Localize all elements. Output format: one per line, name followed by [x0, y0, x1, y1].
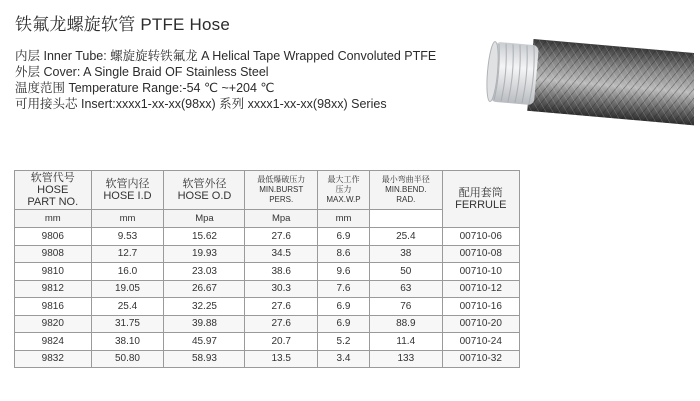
- hose-image: [484, 34, 694, 130]
- table-cell: 50.80: [91, 350, 164, 368]
- table-cell: 00710-16: [442, 298, 519, 316]
- table-cell: 27.6: [245, 228, 317, 246]
- spec-insert: 可用接头芯 Insert:xxxx1-xx-xx(98xx) 系列 xxxx1-xx-xx(98xx) Series: [15, 97, 387, 111]
- table-cell: 32.25: [164, 298, 245, 316]
- table-header-cell: [442, 171, 519, 228]
- header-line: 软管外径: [182, 178, 227, 190]
- header-line: PART NO.: [27, 196, 79, 208]
- table-cell: 00710-24: [442, 333, 519, 351]
- header-line: HOSE O.D: [177, 190, 232, 202]
- header-line: RAD.: [396, 195, 416, 204]
- table-cell: 38: [370, 245, 442, 263]
- table-cell: 23.03: [164, 263, 245, 281]
- table-cell: 9812: [15, 280, 92, 298]
- table-row: [15, 228, 520, 246]
- table-cell: 38.6: [245, 263, 317, 281]
- header-line: MIN.BURST: [259, 185, 304, 194]
- unit-cell: Mpa: [245, 210, 317, 228]
- table-cell: 9816: [15, 298, 92, 316]
- table-row: [15, 350, 520, 368]
- table-cell: 00710-06: [442, 228, 519, 246]
- table-cell: 88.9: [370, 315, 442, 333]
- table-header-cell: [164, 171, 245, 210]
- table-header-cell: [91, 171, 164, 210]
- table-row: [15, 315, 520, 333]
- table-cell: 9.53: [91, 228, 164, 246]
- unit-cell: mm: [317, 210, 369, 228]
- table-cell: 30.3: [245, 280, 317, 298]
- table-cell: 25.4: [370, 228, 442, 246]
- table-row: [15, 263, 520, 281]
- table-cell: 19.05: [91, 280, 164, 298]
- table-cell: 9824: [15, 333, 92, 351]
- spec-inner-tube: 内层 Inner Tube: 螺旋旋转铁氟龙 A Helical Tape Wrapped Convoluted PTFE: [15, 49, 437, 63]
- header-line: 软管代号: [30, 172, 75, 184]
- table-cell: 3.4: [317, 350, 369, 368]
- table-cell: 00710-20: [442, 315, 519, 333]
- table-cell: 9806: [15, 228, 92, 246]
- table-cell: 38.10: [91, 333, 164, 351]
- table-cell: 5.2: [317, 333, 369, 351]
- table-cell: 00710-10: [442, 263, 519, 281]
- table-row: [15, 245, 520, 263]
- table-cell: 00710-32: [442, 350, 519, 368]
- table-cell: 9820: [15, 315, 92, 333]
- spec-list: [15, 48, 436, 112]
- header-line: PERS.: [269, 195, 294, 204]
- header-line: FERRULE: [455, 199, 507, 211]
- header-line: 最大工作: [327, 175, 360, 184]
- table-cell: 27.6: [245, 315, 317, 333]
- table-header-cell: [245, 171, 317, 210]
- header-line: 压力: [335, 185, 352, 194]
- header-line: MIN.BEND.: [385, 185, 427, 194]
- table-cell: 6.9: [317, 298, 369, 316]
- table-cell: 39.88: [164, 315, 245, 333]
- table-cell: 11.4: [370, 333, 442, 351]
- header-line: 最小弯曲半径: [381, 175, 430, 184]
- table-cell: 31.75: [91, 315, 164, 333]
- table-cell: 76: [370, 298, 442, 316]
- table-cell: 58.93: [164, 350, 245, 368]
- table-cell: 6.9: [317, 228, 369, 246]
- table-cell: 9808: [15, 245, 92, 263]
- unit-cell: mm: [91, 210, 164, 228]
- table-header-row: [15, 171, 520, 210]
- table-cell: 26.67: [164, 280, 245, 298]
- table-cell: 25.4: [91, 298, 164, 316]
- table-cell: 15.62: [164, 228, 245, 246]
- unit-cell: Mpa: [164, 210, 245, 228]
- table-cell: 9.6: [317, 263, 369, 281]
- header-line: HOSE: [37, 184, 69, 196]
- table-header-cell: [317, 171, 369, 210]
- table-cell: 27.6: [245, 298, 317, 316]
- header-line: 配用套筒: [458, 187, 503, 199]
- table-cell: 12.7: [91, 245, 164, 263]
- header-line: HOSE I.D: [103, 190, 152, 202]
- table-cell: 00710-12: [442, 280, 519, 298]
- table-cell: 8.6: [317, 245, 369, 263]
- table-cell: 7.6: [317, 280, 369, 298]
- header-line: 最低爆破压力: [257, 175, 306, 184]
- table-cell: 6.9: [317, 315, 369, 333]
- table-cell: 133: [370, 350, 442, 368]
- table-header-cell: [370, 171, 442, 210]
- spec-temperature: 温度范围 Temperature Range:-54 ℃ ~+204 ℃: [15, 81, 275, 95]
- table-cell: 9810: [15, 263, 92, 281]
- table-row: [15, 333, 520, 351]
- page-title: 铁氟龙螺旋软管 PTFE Hose: [15, 15, 230, 34]
- table-row: [15, 280, 520, 298]
- table-cell: 20.7: [245, 333, 317, 351]
- table-row: [15, 298, 520, 316]
- table-cell: 45.97: [164, 333, 245, 351]
- table-cell: 13.5: [245, 350, 317, 368]
- unit-cell: mm: [15, 210, 92, 228]
- table-cell: 50: [370, 263, 442, 281]
- header-line: 软管内径: [105, 178, 150, 190]
- spec-table: [14, 170, 520, 368]
- table-header-cell: [15, 171, 92, 210]
- table-cell: 00710-08: [442, 245, 519, 263]
- spec-cover: 外层 Cover: A Single Braid OF Stainless Steel: [15, 65, 269, 79]
- table-cell: 63: [370, 280, 442, 298]
- table-cell: 19.93: [164, 245, 245, 263]
- table-cell: 16.0: [91, 263, 164, 281]
- header-line: MAX.W.P: [326, 195, 361, 204]
- table-cell: 34.5: [245, 245, 317, 263]
- table-cell: 9832: [15, 350, 92, 368]
